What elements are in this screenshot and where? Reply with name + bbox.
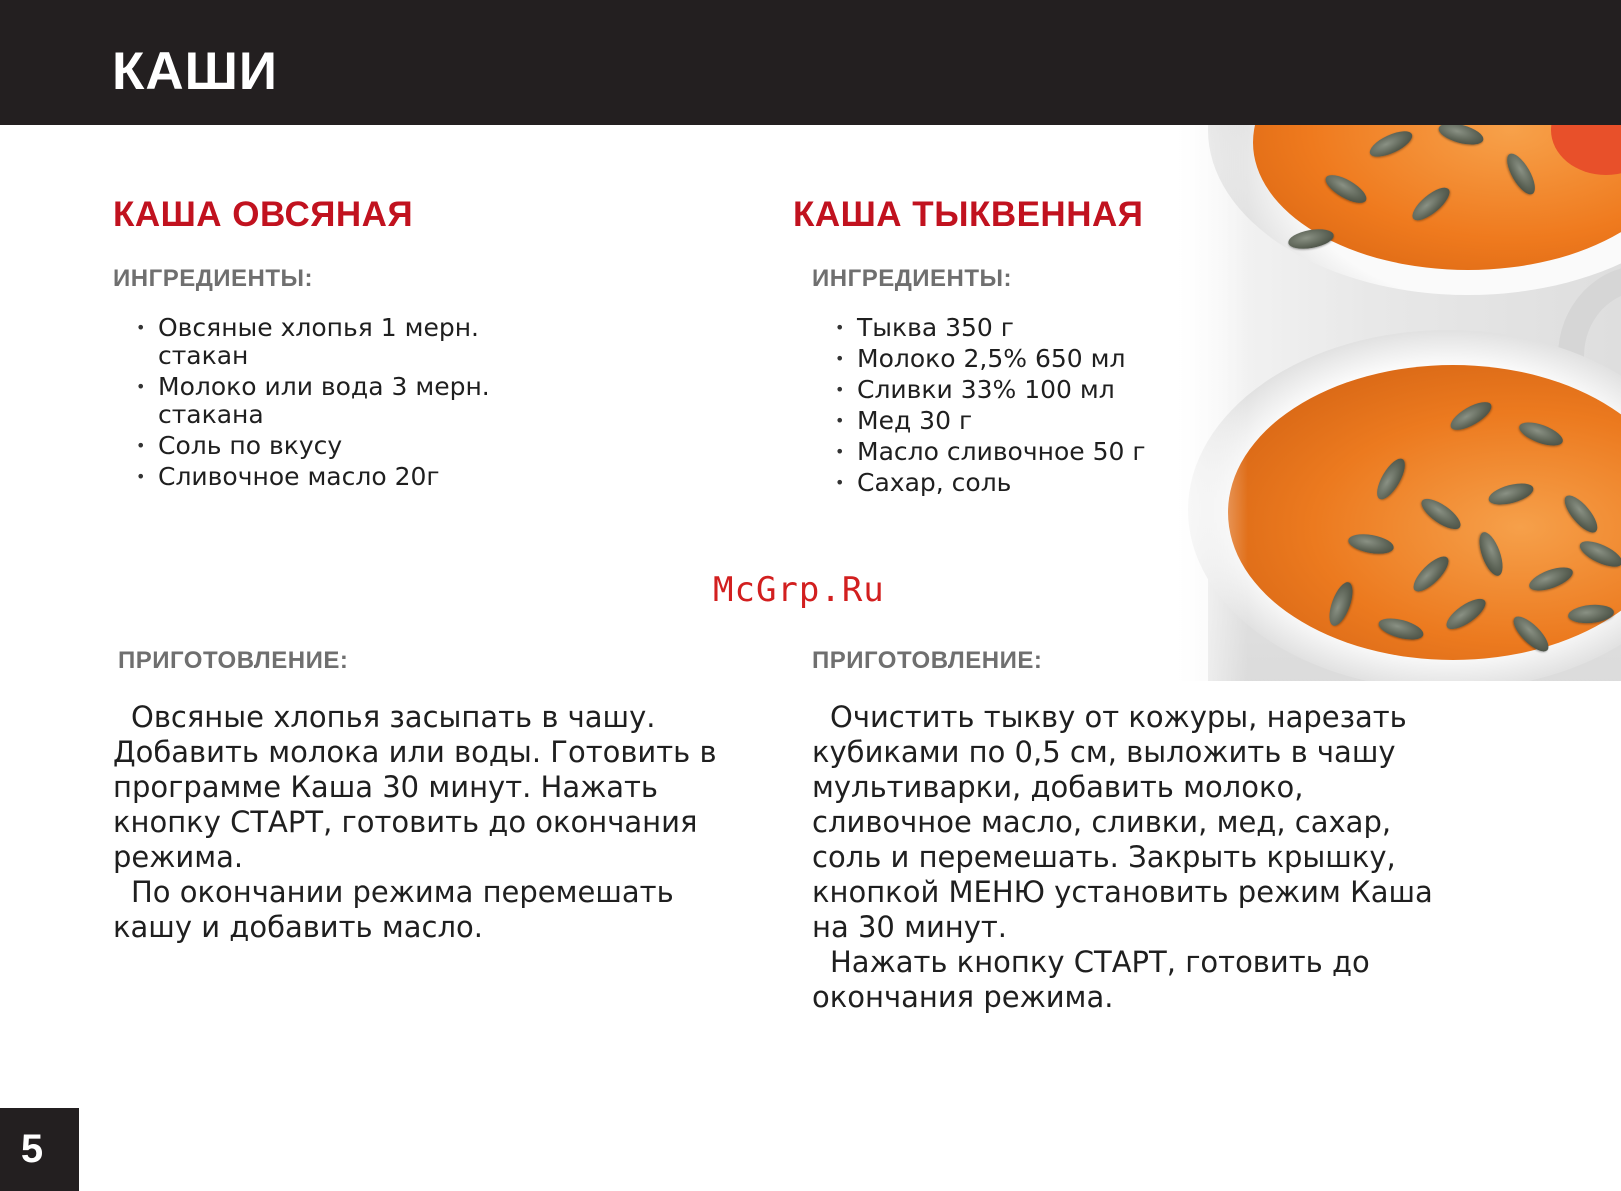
prep-line: кнопку СТАРТ, готовить до окончания [113,805,698,839]
prep-line: окончания режима. [812,980,1114,1014]
prep-line: кнопкой МЕНЮ установить режим Каша [812,875,1433,909]
ingredient-line: • Масло сливочное 50 г [857,437,1146,466]
left-ingredients-list [133,314,613,494]
watermark: McGrp.Ru [713,570,885,610]
ingredient-line: • Молоко 2,5% 650 мл [857,344,1126,373]
right-prep-heading: ПРИГОТОВЛЕНИЕ: [812,647,1043,674]
prep-line: Нажать кнопку СТАРТ, готовить до [830,945,1370,979]
prep-paragraph [113,875,753,945]
prep-line: соль и перемешать. Закрыть крышку, [812,840,1396,874]
ingredient-item [832,469,1192,497]
pumpkin-porridge-photo [1168,125,1621,681]
ingredient-item [133,463,613,491]
right-ingredients-list [832,314,1192,500]
prep-line: По окончании режима перемешать [131,875,674,909]
right-ingredients-heading: ИНГРЕДИЕНТЫ: [812,265,1013,292]
page-number: 5 [20,1127,44,1171]
ingredient-line: • Сливки 33% 100 мл [857,375,1115,404]
prep-line: Овсяные хлопья засыпать в чашу. [131,700,656,734]
prep-line: на 30 минут. [812,910,1008,944]
ingredient-item [133,432,613,460]
ingredient-item [133,373,613,429]
ingredient-item [133,314,613,370]
ingredient-line: • Молоко или вода 3 мерн. [158,372,490,401]
ingredient-line: стакана [158,400,264,429]
ingredient-item [832,407,1192,435]
left-prep-heading: ПРИГОТОВЛЕНИЕ: [118,647,349,674]
prep-line: программе Каша 30 минут. Нажать [113,770,658,804]
prep-line: кубиками по 0,5 см, выложить в чашу [812,735,1396,769]
prep-paragraph [812,700,1452,945]
right-recipe-title: КАША ТЫКВЕННАЯ [793,195,1144,234]
prep-paragraph [113,700,753,875]
ingredient-item [832,438,1192,466]
ingredient-line: • Сахар, соль [857,468,1012,497]
right-prep-text [812,700,1452,1015]
ingredient-line: стакан [158,341,249,370]
prep-line: Добавить молока или воды. Готовить в [113,735,717,769]
ingredient-item [832,345,1192,373]
prep-line: Очистить тыкву от кожуры, нарезать [830,700,1407,734]
ingredient-item [832,376,1192,404]
page-title: КАШИ [112,42,278,101]
left-ingredients-heading: ИНГРЕДИЕНТЫ: [113,265,314,292]
ingredient-line: • Тыква 350 г [857,313,1014,342]
prep-paragraph [812,945,1452,1015]
prep-line: сливочное масло, сливки, мед, сахар, [812,805,1392,839]
prep-line: режима. [113,840,244,874]
prep-line: мультиварки, добавить молоко, [812,770,1304,804]
prep-line: кашу и добавить масло. [113,910,483,944]
page-number-box [0,1108,79,1191]
left-prep-text [113,700,753,945]
ingredient-line: • Соль по вкусу [158,431,343,460]
ingredient-line: • Сливочное масло 20г [158,462,440,491]
ingredient-line: • Овсяные хлопья 1 мерн. [158,313,479,342]
ingredient-item [832,314,1192,342]
header-bar [0,0,1621,125]
ingredient-line: • Мед 30 г [857,406,973,435]
left-recipe-title: КАША ОВСЯНАЯ [113,195,414,234]
